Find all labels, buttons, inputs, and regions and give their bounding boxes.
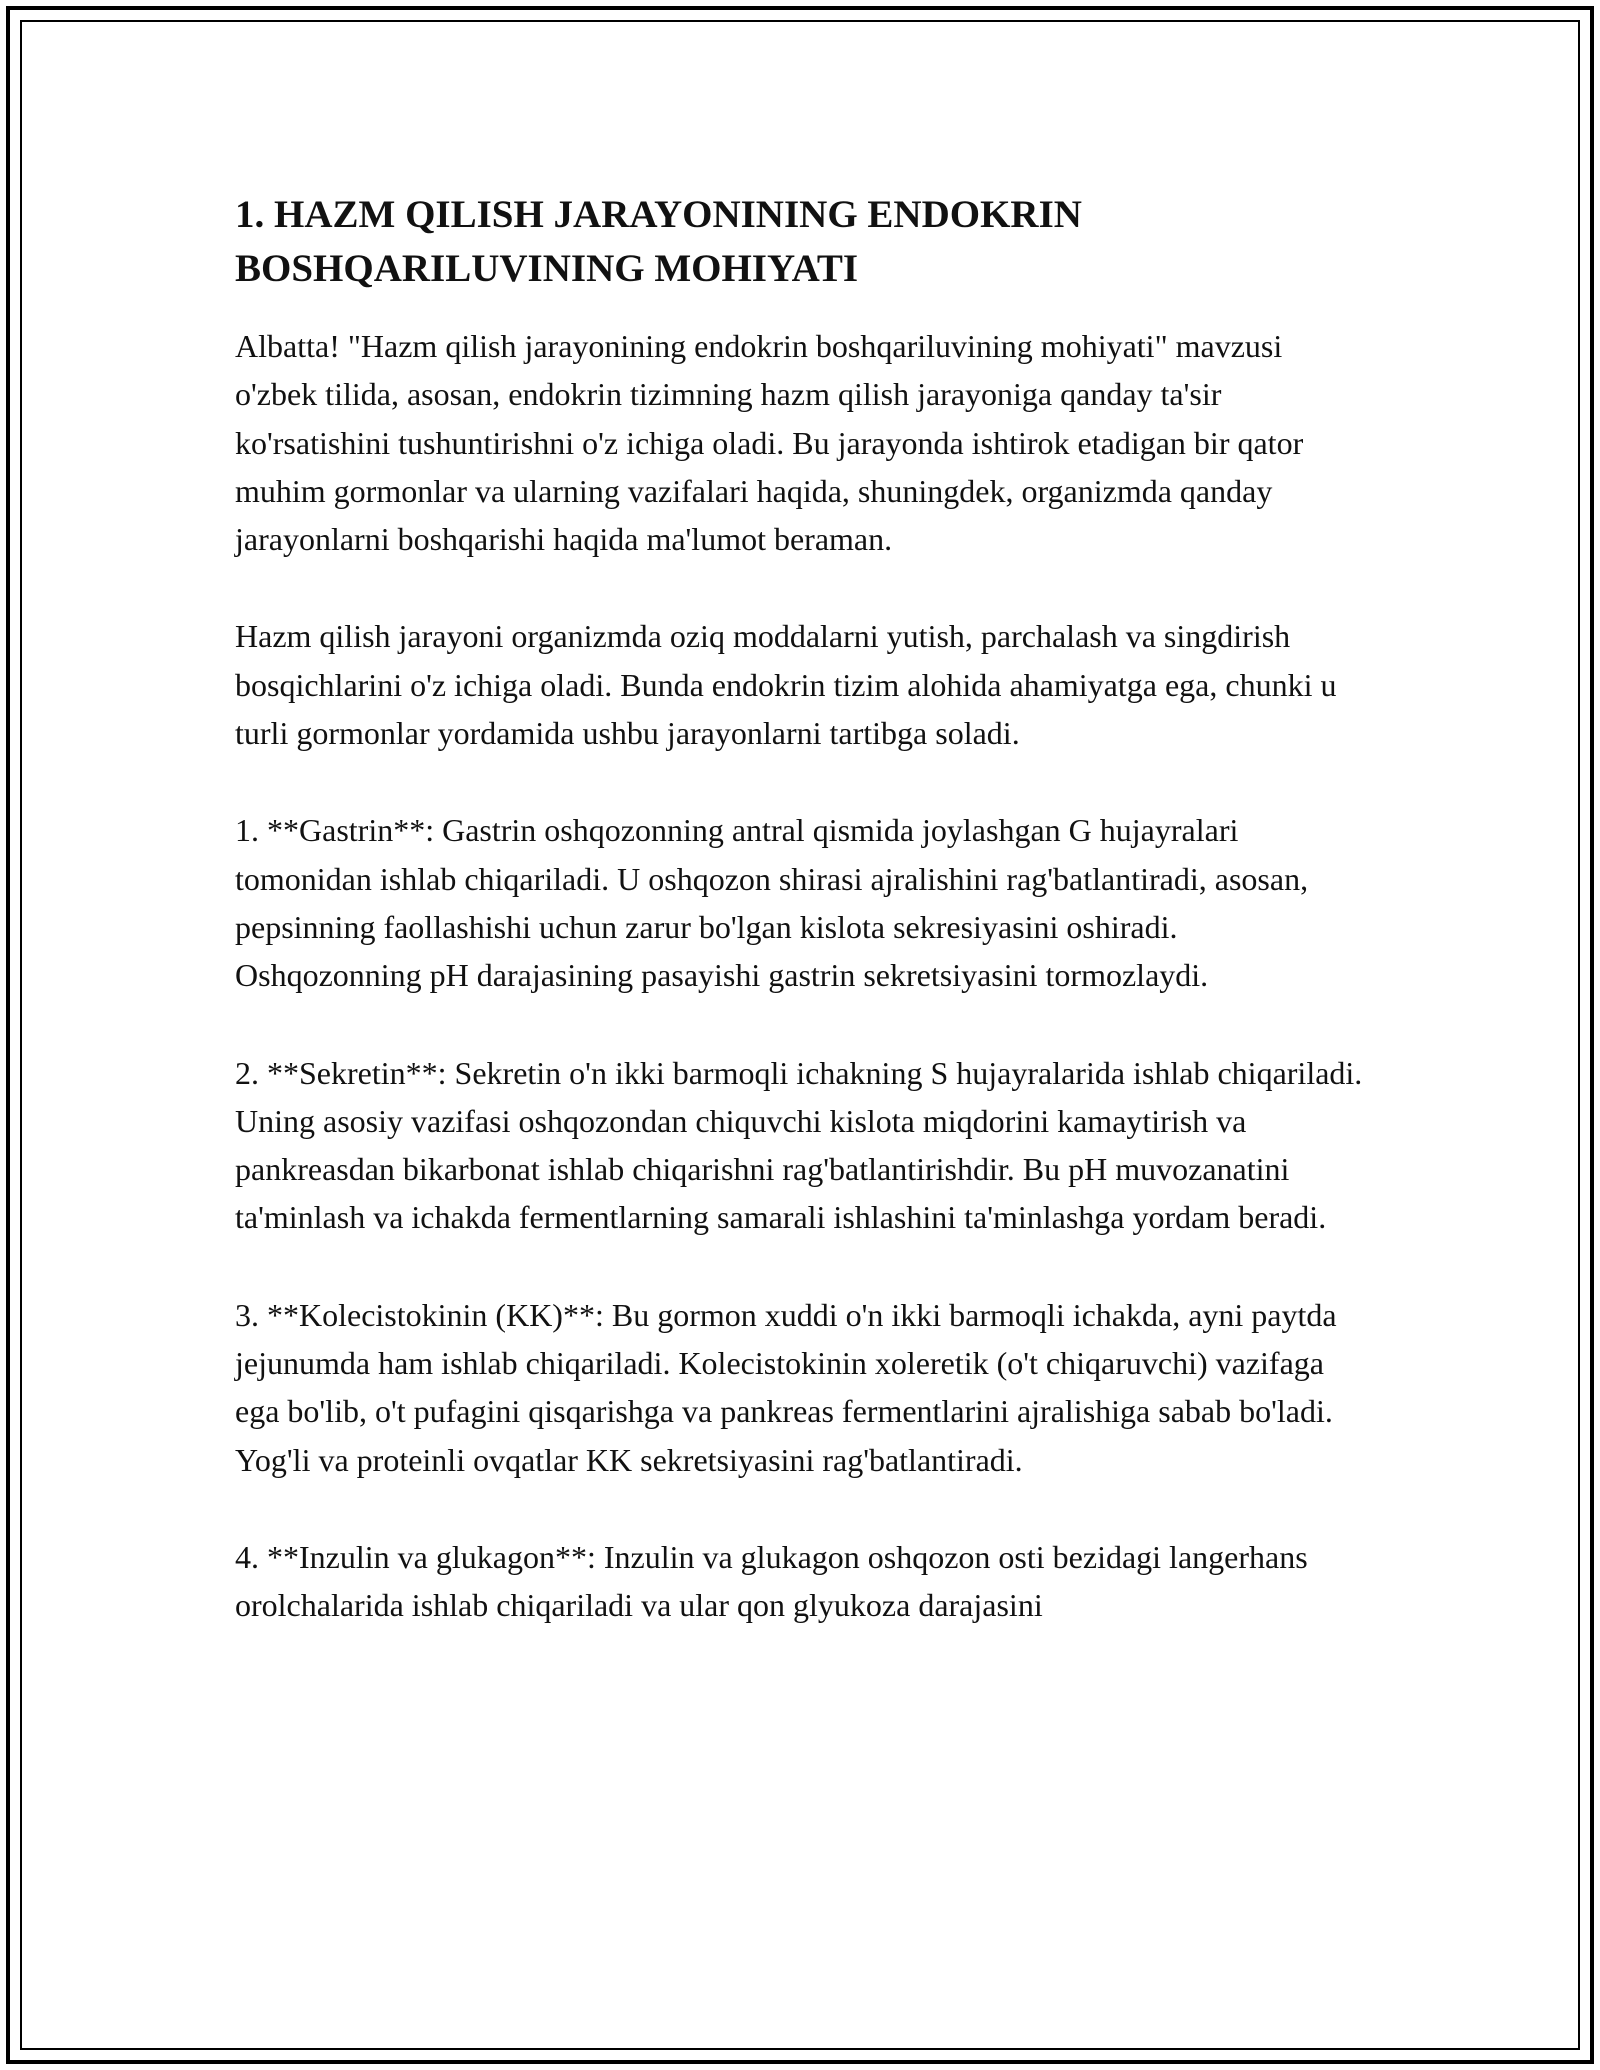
document-body [235, 188, 1365, 1630]
paragraph-kolecistokinin: 3. **Kolecistokinin (KK)**: Bu gormon xuddi o'n ikki barmoqli ichakda, ayni paytda jejunumda ham ishlab chiqariladi. Kolecistokinin xoleretik (o't chiqaruvchi) vazifaga ega bo'lib, o't pufagini qisqarishga va pankreas fermentlarini ajralishiga sabab bo'ladi. Yog'li va proteinli ovqatlar KK sekretsiyasini rag'batlantiradi. [235, 1296, 1337, 1478]
document-title: 1. HAZM QILISH JARAYONINING ENDOKRIN BOSHQARILUVINING MOHIYATI [235, 193, 1082, 290]
paragraph-sekretin: 2. **Sekretin**: Sekretin o'n ikki barmoqli ichakning S hujayralarida ishlab chiqariladi. Uning asosiy vazifasi oshqozondan chiquvchi kislota miqdorini kamaytirish va pankreasdan bikarbonat ishlab chiqarishni rag'batlantirishdir. Bu pH muvozanatini ta'minlash va ichakda fermentlarning samarali ishlashini ta'minlashga yordam beradi. [235, 1054, 1363, 1236]
paragraph-inzulin-glukagon: 4. **Inzulin va glukagon**: Inzulin va glukagon oshqozon osti bezidagi langerhans orolchalarida ishlab chiqariladi va ular qon glyukoza darajasini [235, 1538, 1308, 1624]
paragraph-gastrin: 1. **Gastrin**: Gastrin oshqozonning antral qismida joylashgan G hujayralari tomonidan ishlab chiqariladi. U oshqozon shirasi ajralishini rag'batlantiradi, asosan, pepsinning faollashishi uchun zarur bo'lgan kislota sekresiyasini oshiradi. Oshqozonning pH darajasining pasayishi gastrin sekretsiyasini tormozlaydi. [235, 812, 1309, 994]
paragraph-overview: Hazm qilish jarayoni organizmda oziq moddalarni yutish, parchalash va singdirish bosqichlarini o'z ichiga oladi. Bunda endokrin tizim alohida ahamiyatga ega, chunki u turli gormonlar yordamida ushbu jarayonlarni tartibga soladi. [235, 618, 1337, 752]
paragraph-intro: Albatta! "Hazm qilish jarayonining endokrin boshqariluvining mohiyati" mavzusi o'zbek tilida, asosan, endokrin tizimning hazm qilish jarayoniga qanday ta'sir ko'rsatishini tushuntirishni o'z ichiga oladi. Bu jarayonda ishtirok etadigan bir qator muhim gormonlar va ularning vazifalari haqida, shuningdek, organizmda qanday jarayonlarni boshqarishi haqida ma'lumot beraman. [235, 328, 1304, 558]
